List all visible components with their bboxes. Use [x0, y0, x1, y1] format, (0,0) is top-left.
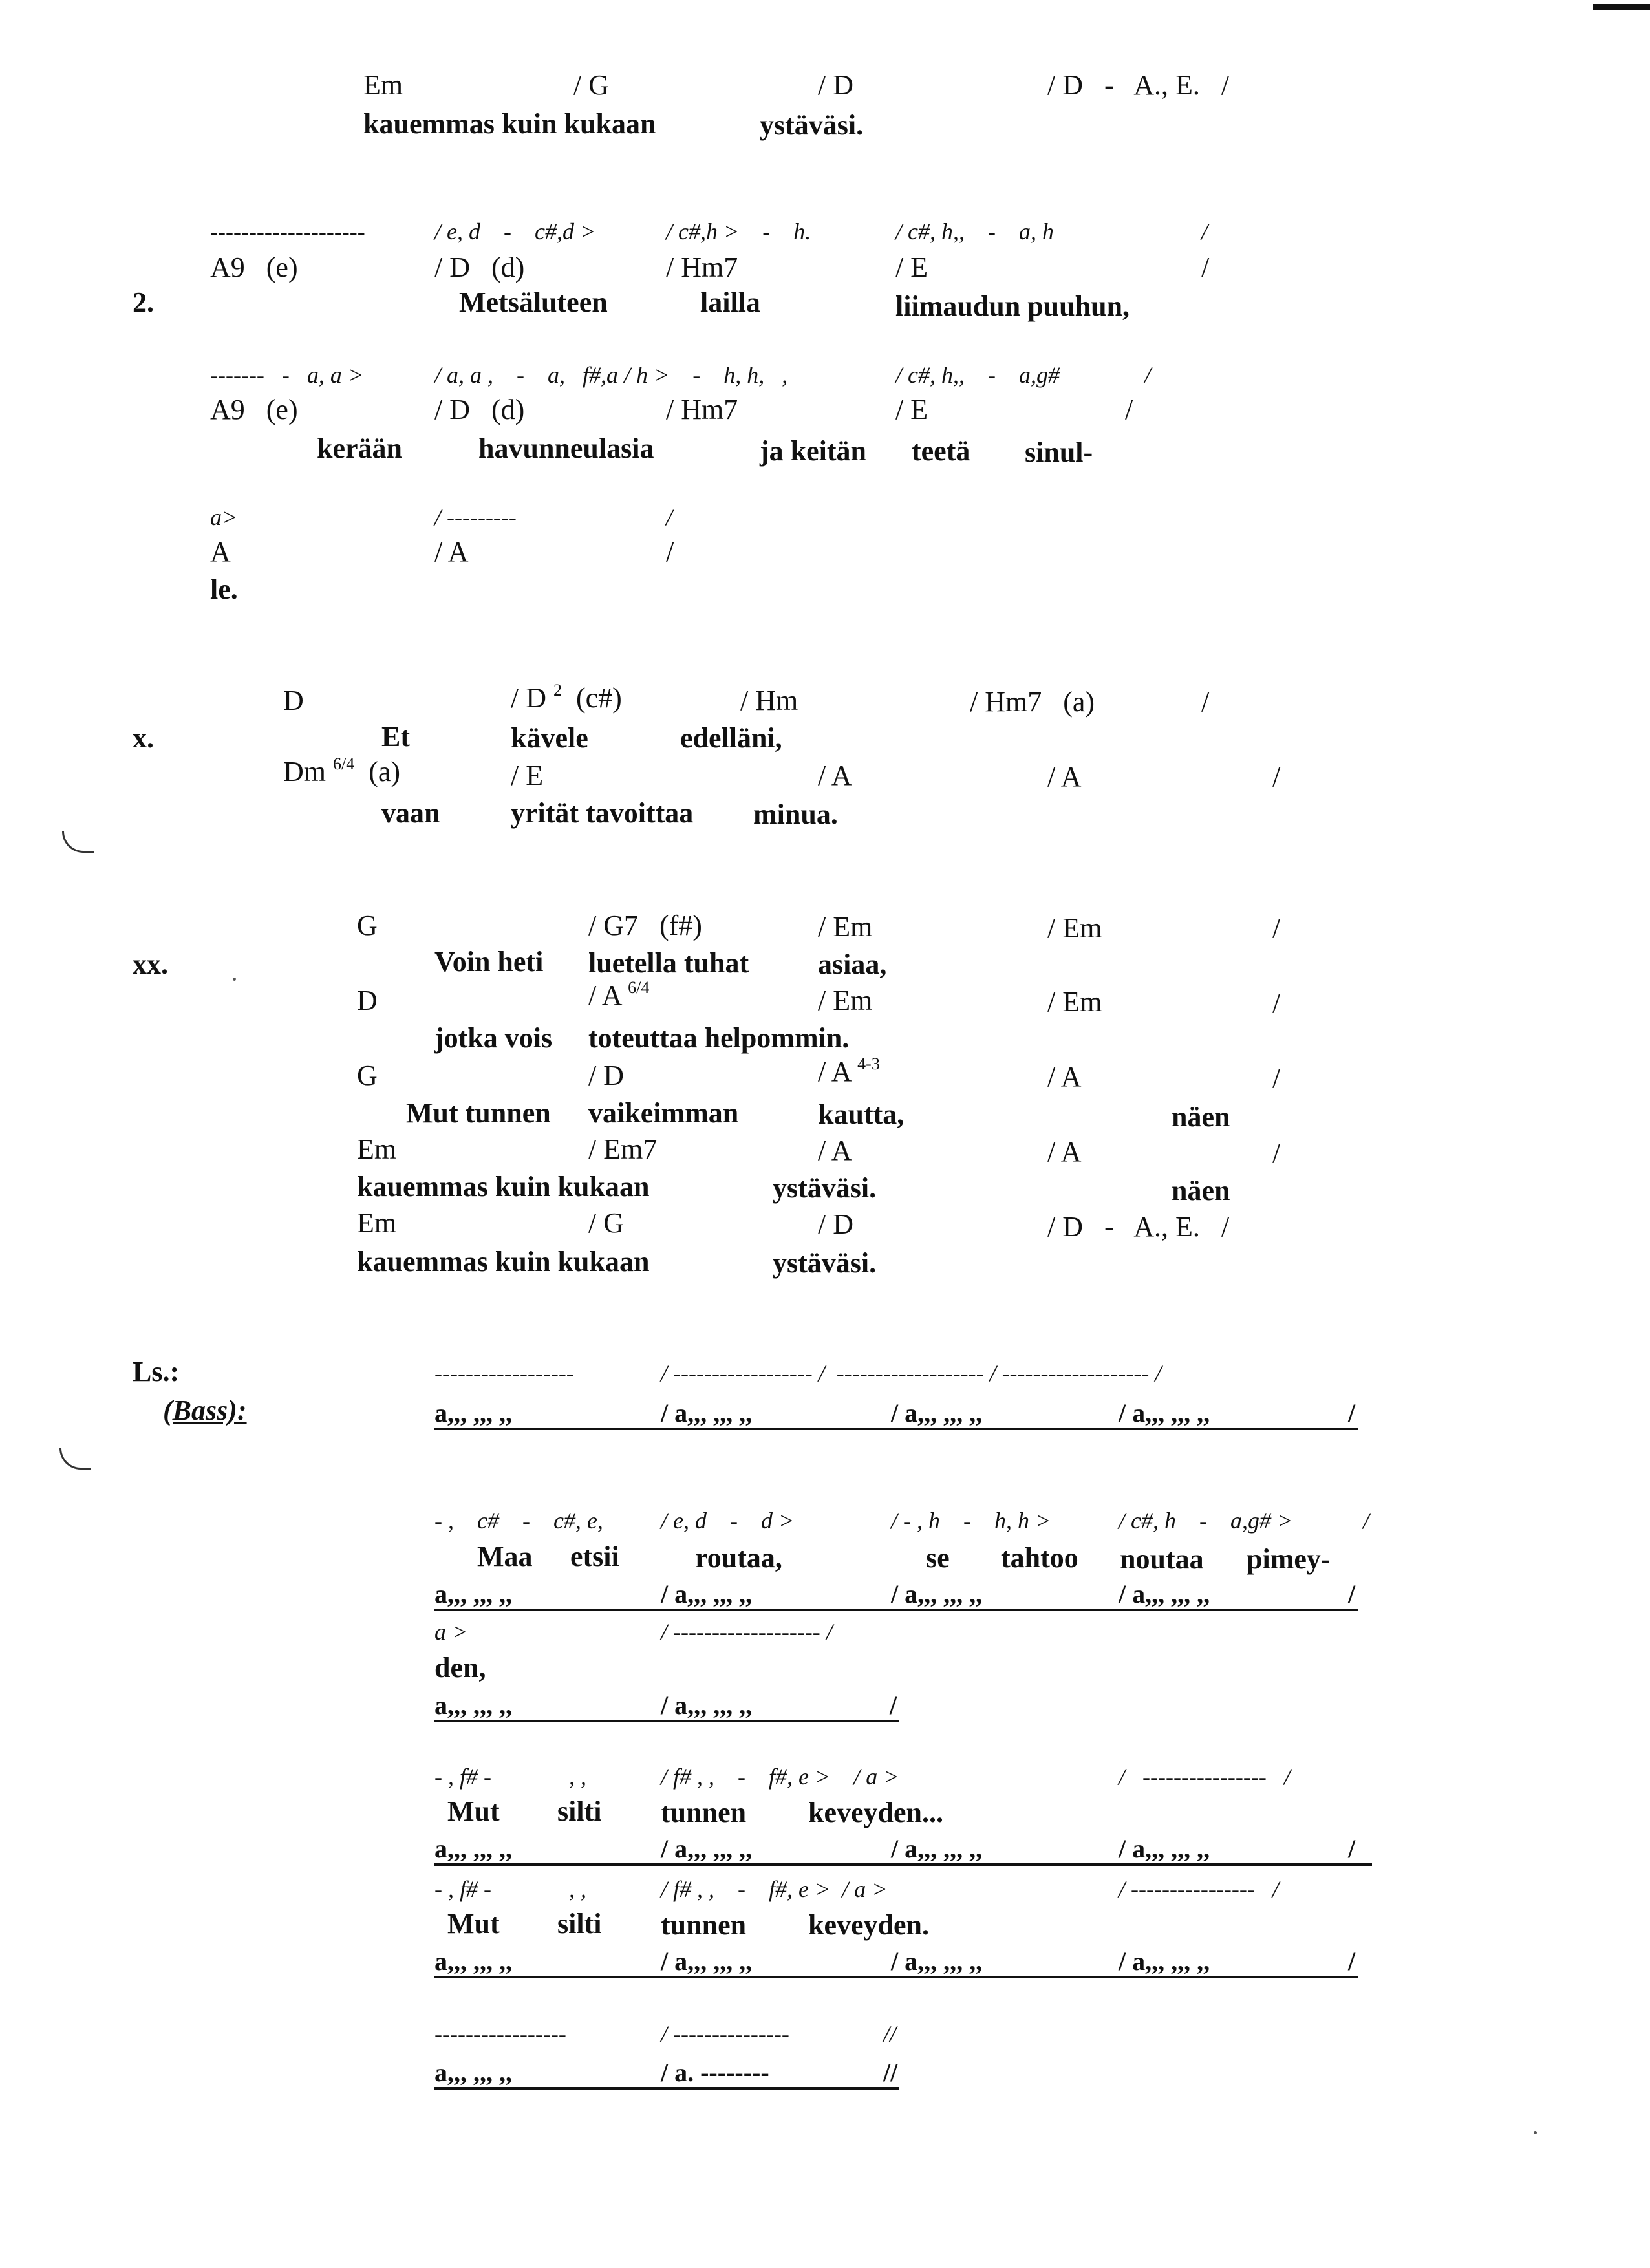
melody-notation: / c#, h - a,g# > [1119, 1508, 1293, 1534]
lyric-text: ystäväsi. [773, 1172, 877, 1204]
lyric-text: keveyden. [808, 1909, 929, 1941]
melody-notation: / a, a , - a, f#,a / h > - h, h, , [434, 362, 788, 388]
melody-notation: a > [434, 1619, 468, 1645]
verse-label: Ls.: [133, 1356, 180, 1387]
scan-speck [1534, 2131, 1537, 2134]
lyric-text: keveyden... [808, 1797, 943, 1828]
melody-notation: , , [569, 1764, 586, 1790]
melody-notation: ----------------- [434, 2021, 566, 2047]
melody-notation: a> [210, 504, 238, 530]
bass-line-text: a,,, ,,, ,, [434, 1579, 512, 1609]
melody-notation: / f# , , - f#, e > / a > [661, 1876, 888, 1902]
bass-line-text: / a,,, ,,, ,, [661, 1398, 753, 1428]
lyric-text: noutaa [1120, 1543, 1204, 1575]
chord-text: / D (d) [434, 394, 525, 425]
melody-notation: - , f# - [434, 1876, 491, 1902]
melody-notation: / c#, h,, - a, h [895, 219, 1054, 244]
lyric-text: pimey- [1247, 1543, 1331, 1575]
bass-line-text: / a,,, ,,, ,, [661, 1691, 753, 1720]
bass-staff-rule [434, 1720, 899, 1722]
chord-text: / Hm7 [666, 251, 738, 283]
chord-text: / D $^2$ (c#) [511, 681, 622, 714]
bass-line-text: a,,, ,,, ,, [434, 2058, 512, 2087]
verse-label: (Bass): [163, 1395, 247, 1426]
chord-text: / A [818, 760, 852, 791]
chord-text: / A [1047, 1061, 1082, 1093]
lyric-text: etsii [570, 1541, 619, 1572]
lyric-text: Mut [447, 1795, 500, 1827]
bass-line-text: / a,,, ,,, ,, [661, 1947, 753, 1976]
bass-line-text: a,,, ,,, ,, [434, 1834, 512, 1863]
lyric-text: kautta, [818, 1098, 905, 1130]
lyric-text: Mut [447, 1908, 500, 1940]
lyric-text: Maa [477, 1541, 533, 1572]
lyric-text: yrität tavoittaa [511, 797, 694, 829]
chord-text: / E [511, 760, 544, 791]
verse-label: x. [133, 722, 154, 754]
lyric-text: lailla [700, 286, 760, 318]
lyric-text: den, [434, 1652, 486, 1684]
bass-line-text: / a,,, ,,, ,, [1119, 1834, 1210, 1863]
lyric-text: asiaa, [818, 948, 887, 980]
chord-text: D [357, 985, 378, 1016]
lyric-text: minua. [753, 798, 838, 830]
melody-notation: / c#, h,, - a,g# [895, 362, 1060, 388]
lyric-text: kauemmas kuin kukaan [357, 1246, 650, 1278]
lyric-text: ystäväsi. [773, 1247, 877, 1279]
bass-line-text: / a,,, ,,, ,, [1119, 1947, 1210, 1976]
chord-text: / A [1047, 1136, 1082, 1168]
lyric-text: le. [210, 573, 238, 605]
lyric-text: silti [557, 1795, 602, 1827]
chord-text: / E [895, 394, 928, 425]
lyric-text: edelläni, [680, 722, 782, 754]
verse-label: 2. [133, 286, 154, 318]
melody-notation: / ------------------ / ------------------- / ------------------- / [661, 1360, 1162, 1386]
chord-text: / D [818, 1208, 853, 1240]
chord-text: / D [818, 69, 853, 101]
bass-line-text: a,,, ,,, ,, [434, 1398, 512, 1428]
bass-line-text: / a,,, ,,, ,, [1119, 1579, 1210, 1609]
bass-line-text: / [1348, 1947, 1356, 1976]
bass-line-text: / a,,, ,,, ,, [661, 1579, 753, 1609]
lyric-text: kävele [511, 722, 588, 754]
lyric-text: kauemmas kuin kukaan [363, 108, 656, 140]
lyric-text: Voin heti [434, 946, 544, 978]
bass-line-text: / a. -------- [661, 2058, 769, 2087]
chord-text: / Em [1047, 986, 1102, 1018]
chord-text: Em [357, 1133, 397, 1165]
lyric-text: vaikeimman [588, 1097, 739, 1129]
melody-notation: / - , h - h, h > [891, 1508, 1051, 1534]
melody-notation: / ------------------- / [661, 1619, 833, 1645]
melody-notation: / [1144, 362, 1152, 388]
chord-text: A9 (e) [210, 251, 298, 283]
chord-text: / G7 (f#) [588, 910, 702, 941]
melody-notation: , , [569, 1876, 586, 1902]
lyric-text: silti [557, 1908, 602, 1940]
scan-speck [233, 978, 236, 981]
lyric-text: jotka vois [434, 1022, 553, 1054]
bass-staff-rule [434, 1863, 1372, 1866]
chord-text: / A [818, 1135, 852, 1166]
bass-line-text: / a,,, ,,, ,, [891, 1947, 983, 1976]
lyric-text: kerään [317, 433, 402, 464]
bass-line-text: / a,,, ,,, ,, [661, 1834, 753, 1863]
bass-line-text: / a,,, ,,, ,, [1119, 1398, 1210, 1428]
bass-line-text: / a,,, ,,, ,, [891, 1834, 983, 1863]
lyric-text: kauemmas kuin kukaan [357, 1171, 650, 1203]
bass-line-text: / a,,, ,,, ,, [891, 1579, 983, 1609]
lyric-text: ystäväsi. [760, 109, 864, 141]
melody-notation: / [1363, 1508, 1370, 1534]
chord-text: / E [895, 251, 928, 283]
melody-notation: / e, d - d > [661, 1508, 795, 1534]
bass-staff-rule [434, 1428, 1358, 1430]
lyric-text: luetella tuhat [588, 947, 749, 979]
lyric-text: ja keitän [760, 435, 866, 467]
melody-notation: / c#,h > - h. [666, 219, 811, 244]
chord-text: Dm $^{6/4}$ (a) [283, 754, 401, 787]
chord-text: / G [573, 69, 609, 101]
bass-line-text: / [1348, 1834, 1356, 1863]
melody-notation: / e, d - c#,d > [434, 219, 596, 244]
chord-text: Em [357, 1207, 397, 1239]
lyric-text: Mut tunnen [406, 1097, 551, 1129]
melody-notation: ------- - a, a > [210, 362, 364, 388]
scan-margin-mark [62, 831, 94, 853]
chord-text: / D [588, 1060, 624, 1091]
chord-text: / D - A., E. / [1047, 1211, 1230, 1243]
chord-text: / [1125, 394, 1133, 425]
chord-text: / Em [818, 985, 873, 1016]
melody-notation: / --------- [434, 504, 517, 530]
chord-text: A9 (e) [210, 394, 298, 425]
chord-text: G [357, 1060, 378, 1091]
lyric-text: se [926, 1542, 950, 1574]
bass-staff-rule [434, 2087, 899, 2090]
scan-edge-mark [1593, 4, 1650, 10]
bass-line-text: // [883, 2058, 898, 2087]
bass-line-text: / [1348, 1579, 1356, 1609]
bass-line-text: / a,,, ,,, ,, [891, 1398, 983, 1428]
lyric-text: Metsäluteen [459, 286, 608, 318]
melody-notation: - , c# - c#, e, [434, 1508, 603, 1534]
chord-text: / Em [1047, 912, 1102, 944]
lyric-text: tahtoo [1001, 1542, 1078, 1574]
lyric-text: tunnen [661, 1909, 747, 1941]
bass-line-text: / [1348, 1398, 1356, 1428]
lyric-text: sinul- [1025, 436, 1093, 468]
chord-text: / Hm7 (a) [970, 686, 1095, 718]
lyric-text: routaa, [695, 1542, 782, 1574]
chord-text: / G [588, 1207, 624, 1239]
bass-staff-rule [434, 1976, 1358, 1978]
lyric-text: liimaudun puuhun, [895, 290, 1130, 322]
melody-notation: / ---------------- / [1119, 1876, 1279, 1902]
chord-text: / D - A., E. / [1047, 69, 1230, 101]
bass-staff-rule [434, 1609, 1358, 1611]
chord-text: / A $^{4-3}$ [818, 1054, 880, 1087]
chord-text: / A [434, 536, 469, 568]
lyric-text: vaan [381, 797, 440, 829]
melody-notation: / ---------------- / [1119, 1764, 1291, 1790]
verse-label: xx. [133, 948, 168, 980]
chord-text: A [210, 536, 231, 568]
lyric-text: toteuttaa helpommin. [588, 1022, 850, 1054]
bass-line-text: a,,, ,,, ,, [434, 1691, 512, 1720]
melody-notation: / --------------- [661, 2021, 789, 2047]
chord-text: / Hm [740, 685, 798, 716]
chord-text: D [283, 685, 304, 716]
melody-notation: ------------------ [434, 1360, 574, 1386]
scan-margin-mark [59, 1448, 91, 1470]
melody-notation: / [666, 504, 673, 530]
chord-text: / Em [818, 911, 873, 943]
lyric-text: tunnen [661, 1797, 747, 1828]
chord-text: / [1272, 987, 1281, 1019]
chord-text: / [1201, 686, 1210, 718]
chord-text: / [666, 536, 674, 568]
chord-text: / A [1047, 761, 1082, 793]
chord-text: / A $^{6/4}$ [588, 978, 650, 1011]
chord-text: / [1272, 1062, 1281, 1094]
lyric-text: teetä [912, 435, 970, 467]
chord-text: / D (d) [434, 251, 525, 283]
chord-text: / [1272, 912, 1281, 944]
chord-text: / [1201, 251, 1210, 283]
chord-text: / [1272, 1137, 1281, 1169]
melody-notation: / [1201, 219, 1208, 244]
lyric-text: Et [381, 721, 410, 753]
chord-text: / [1272, 761, 1281, 793]
lyric-text: näen [1172, 1101, 1230, 1133]
lyric-text: näen [1172, 1175, 1230, 1206]
bass-line-text: a,,, ,,, ,, [434, 1947, 512, 1976]
melody-notation: / f# , , - f#, e > / a > [661, 1764, 899, 1790]
chord-text: Em [363, 69, 403, 101]
melody-notation: // [883, 2021, 897, 2047]
chord-text: / Em7 [588, 1133, 658, 1165]
melody-notation: -------------------- [210, 219, 365, 244]
bass-line-text: / [890, 1691, 897, 1720]
chord-text: G [357, 910, 378, 941]
chord-text: / Hm7 [666, 394, 738, 425]
melody-notation: - , f# - [434, 1764, 491, 1790]
lyric-text: havunneulasia [478, 433, 654, 464]
